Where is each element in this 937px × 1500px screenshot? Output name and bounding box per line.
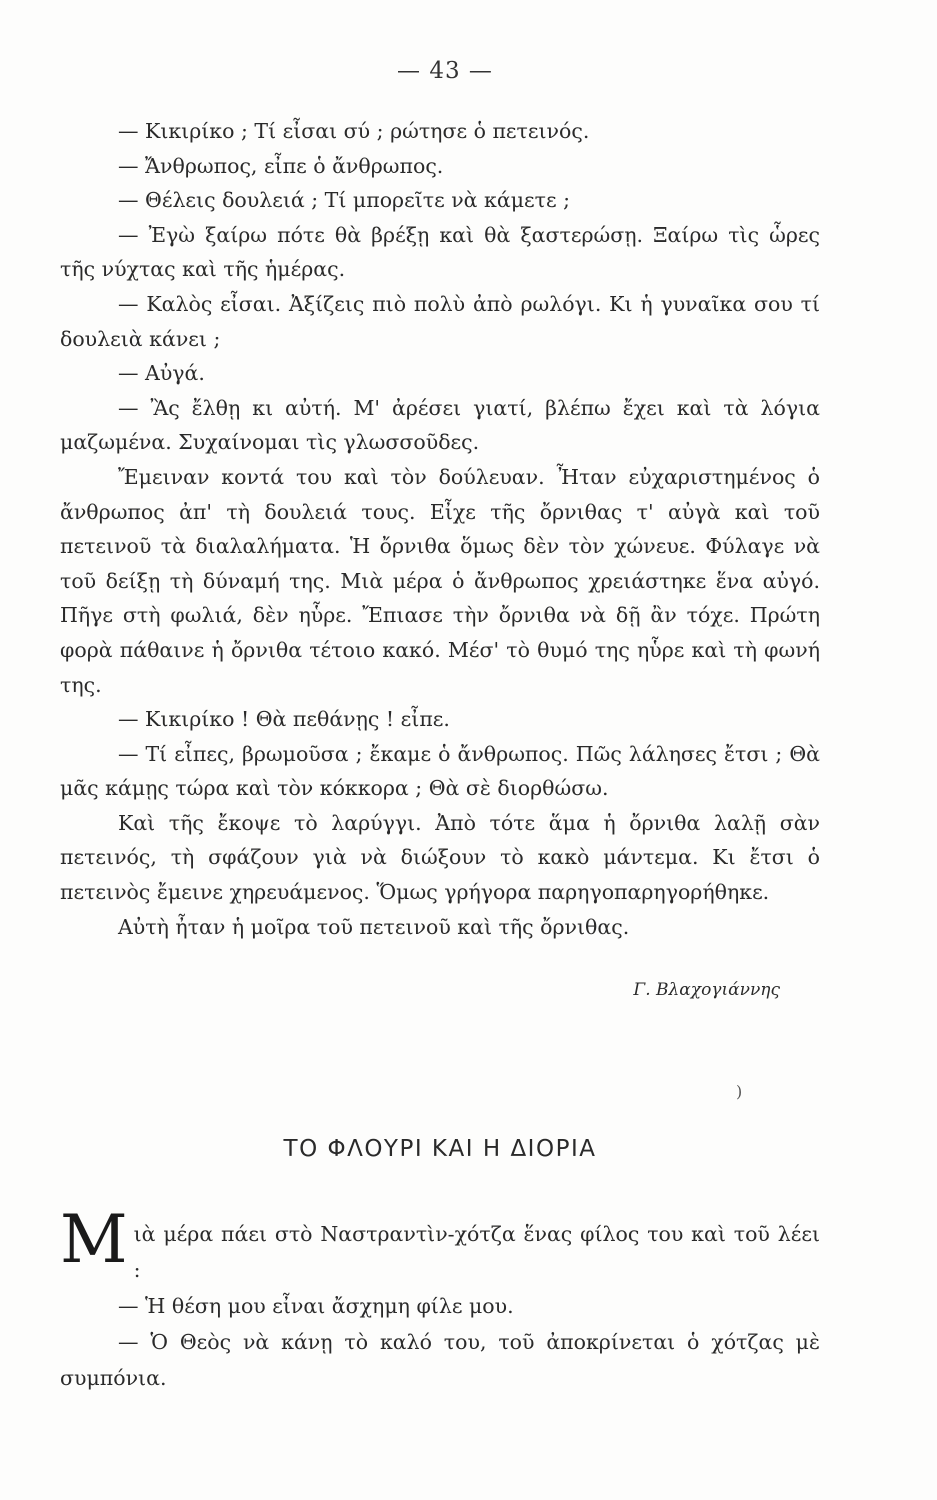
story-paragraph: — Καλὸς εἶσαι. Ἀξίζεις πιὸ πολὺ ἀπὸ ρωλόγι. Κι ἡ γυναῖκα σου τί δουλειὰ κάνει ;: [60, 291, 820, 351]
story-paragraph: — Αὐγά.: [118, 361, 205, 386]
tale-paragraph: — Ὁ Θεὸς νὰ κάνῃ τὸ καλό του, τοῦ ἀποκρίνεται ὁ χότζας μὲ συμπόνια.: [60, 1330, 820, 1390]
story-paragraph: — Θέλεις δουλειά ; Τί μπορεῖτε νὰ κάμετε ;: [118, 188, 571, 213]
story-paragraph: — Ἂς ἔλθῃ κι αὐτή. Μ' ἀρέσει γιατί, βλέπω ἔχει καὶ τὰ λόγια μαζωμένα. Συχαίνομαι τὶς γλωσσοῦδες.: [60, 395, 820, 455]
story-paragraph: Ἔμειναν κοντά του καὶ τὸν δούλευαν. Ἦταν εὐχαριστημένος ὁ ἄνθρωπος ἀπ' τὴ δουλειά τους. Εἶχε τῆς ὄρνιθας τ' αὐγὰ καὶ τοῦ πετεινοῦ τὰ διαλαλήματα. Ἡ ὄρνιθα ὅμως δὲν τὸν χώνευε. Φύλαγε νὰ τοῦ δείξῃ τὴ δύναμή της. Μιὰ μέρα ὁ ἄνθρωπος χρειάστηκε ἕνα αὐγό. Πῆγε στὴ φωλιά, δὲν ηὗρε. Ἔπιασε τὴν ὄρνιθα νὰ δῇ ἂν τόχε. Πρώτη φορὰ πάθαινε ἡ ὄρνιθα τέτοιο κακό. Μέσ' τὸ θυμό της ηὗρε καὶ τὴ φωνή της.: [60, 464, 820, 697]
story-paragraph: Αὐτὴ ἦταν ἡ μοῖρα τοῦ πετεινοῦ καὶ τῆς ὄρνιθας.: [118, 914, 630, 939]
story-text: [60, 114, 820, 944]
story-paragraph: Καὶ τῆς ἔκοψε τὸ λαρύγγι. Ἀπὸ τότε ἅμα ἡ ὄρνιθα λαλῇ σὰν πετεινός, τὴ σφάζουν γιὰ νὰ διώξουν τὸ κακὸ μάντεμα. Κι ἔτσι ὁ πετεινὸς ἔμεινε χηρευάμενος. Ὅμως γρήγορα παρηγοπαρηγορήθηκε.: [60, 810, 820, 905]
author-signature: Γ. Βλαχογιάννης: [633, 980, 780, 1000]
section-title: ΤΟ ΦΛΟΥΡΙ ΚΑΙ Η ΔΙΟΡΙΑ: [283, 1136, 597, 1162]
story-paragraph: — Ἄνθρωπος, εἶπε ὁ ἄνθρωπος.: [118, 153, 444, 178]
tale-paragraph: — Ἡ θέση μου εἶναι ἄσχημη φίλε μου.: [118, 1294, 514, 1318]
tale-first-paragraph: [60, 1201, 820, 1288]
page-number: — 43 —: [397, 58, 493, 84]
tale-text: [60, 1201, 820, 1396]
story-paragraph: — Τί εἶπες, βρωμοῦσα ; ἔκαμε ὁ ἄνθρωπος. Πῶς λάλησες ἔτσι ; Θὰ μᾶς κάμῃς τώρα καὶ τὸν κόκκορα ; Θὰ σὲ διορθώσω.: [60, 741, 820, 801]
stray-mark: ): [736, 1082, 743, 1101]
tale-first-paragraph-text: ιὰ μέρα πάει στὸ Ναστραντὶν-χότζα ἕνας φίλος του καὶ τοῦ λέει :: [133, 1222, 820, 1282]
story-paragraph: — Κικιρίκο ; Τί εἶσαι σύ ; ρώτησε ὁ πετεινός.: [118, 119, 590, 143]
drop-cap: Μ: [60, 1201, 128, 1278]
story-paragraph: — Κικιρίκο ! Θὰ πεθάνῃς ! εἶπε.: [118, 707, 450, 732]
story-paragraph: — Ἐγὼ ξαίρω πότε θὰ βρέξῃ καὶ θὰ ξαστερώσῃ. Ξαίρω τὶς ὧρες τῆς νύχτας καὶ τῆς ἡμέρας.: [60, 222, 820, 282]
